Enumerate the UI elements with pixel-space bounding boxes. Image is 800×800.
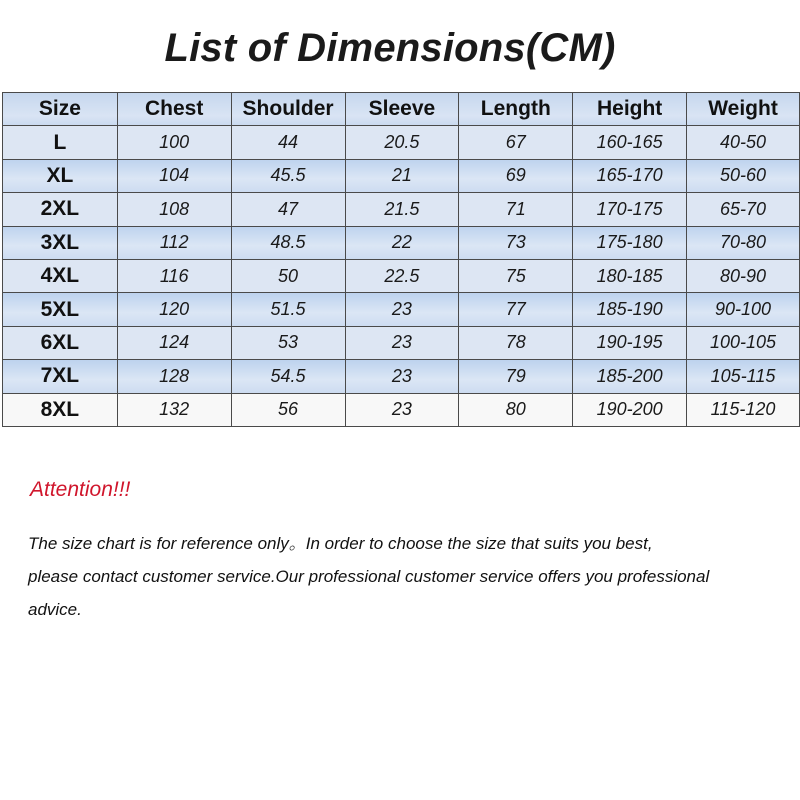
size-cell: L: [3, 126, 118, 159]
size-cell: 6XL: [3, 326, 118, 359]
size-cell: 5XL: [3, 293, 118, 326]
table-body: [3, 126, 800, 427]
measurement-cell: 50: [231, 259, 345, 292]
measurement-cell: 71: [459, 193, 573, 226]
size-cell: XL: [3, 159, 118, 192]
measurement-cell: 105-115: [687, 360, 800, 393]
measurement-cell: 80: [459, 393, 573, 426]
size-cell: 8XL: [3, 393, 118, 426]
table-header-row: [3, 93, 800, 126]
measurement-cell: 23: [345, 360, 459, 393]
measurement-cell: 44: [231, 126, 345, 159]
measurement-cell: 80-90: [687, 259, 800, 292]
measurement-cell: 75: [459, 259, 573, 292]
measurement-cell: 70-80: [687, 226, 800, 259]
size-cell: 2XL: [3, 193, 118, 226]
header-sleeve: Sleeve: [345, 93, 459, 126]
size-chart-table: [2, 92, 800, 427]
measurement-cell: 128: [117, 360, 231, 393]
measurement-cell: 51.5: [231, 293, 345, 326]
size-cell: 7XL: [3, 360, 118, 393]
table-row: [3, 393, 800, 426]
measurement-cell: 116: [117, 259, 231, 292]
measurement-cell: 48.5: [231, 226, 345, 259]
table-row: [3, 326, 800, 359]
measurement-cell: 100: [117, 126, 231, 159]
measurement-cell: 78: [459, 326, 573, 359]
notice-line: The size chart is for reference only。In order to choose the size that suits you best,: [28, 534, 653, 553]
header-weight: Weight: [687, 93, 800, 126]
measurement-cell: 170-175: [573, 193, 687, 226]
header-length: Length: [459, 93, 573, 126]
measurement-cell: 53: [231, 326, 345, 359]
measurement-cell: 175-180: [573, 226, 687, 259]
table-row: [3, 126, 800, 159]
measurement-cell: 56: [231, 393, 345, 426]
measurement-cell: 132: [117, 393, 231, 426]
table-row: [3, 159, 800, 192]
measurement-cell: 20.5: [345, 126, 459, 159]
table-row: [3, 226, 800, 259]
measurement-cell: 124: [117, 326, 231, 359]
measurement-cell: 112: [117, 226, 231, 259]
measurement-cell: 65-70: [687, 193, 800, 226]
measurement-cell: 104: [117, 159, 231, 192]
measurement-cell: 22: [345, 226, 459, 259]
measurement-cell: 23: [345, 393, 459, 426]
header-chest: Chest: [117, 93, 231, 126]
measurement-cell: 77: [459, 293, 573, 326]
table-row: [3, 293, 800, 326]
measurement-cell: 79: [459, 360, 573, 393]
table-row: [3, 259, 800, 292]
header-size: Size: [3, 93, 118, 126]
measurement-cell: 67: [459, 126, 573, 159]
size-cell: 4XL: [3, 259, 118, 292]
notice-line: advice.: [28, 600, 82, 619]
measurement-cell: 23: [345, 293, 459, 326]
header-height: Height: [573, 93, 687, 126]
measurement-cell: 47: [231, 193, 345, 226]
measurement-cell: 185-190: [573, 293, 687, 326]
header-shoulder: Shoulder: [231, 93, 345, 126]
measurement-cell: 120: [117, 293, 231, 326]
attention-heading: Attention!!!: [30, 478, 131, 501]
measurement-cell: 50-60: [687, 159, 800, 192]
measurement-cell: 100-105: [687, 326, 800, 359]
measurement-cell: 45.5: [231, 159, 345, 192]
measurement-cell: 73: [459, 226, 573, 259]
measurement-cell: 23: [345, 326, 459, 359]
table-row: [3, 360, 800, 393]
notice-line: please contact customer service.Our professional customer service offers you professional: [28, 567, 710, 586]
measurement-cell: 90-100: [687, 293, 800, 326]
measurement-cell: 108: [117, 193, 231, 226]
measurement-cell: 40-50: [687, 126, 800, 159]
measurement-cell: 115-120: [687, 393, 800, 426]
measurement-cell: 21: [345, 159, 459, 192]
measurement-cell: 21.5: [345, 193, 459, 226]
measurement-cell: 190-195: [573, 326, 687, 359]
measurement-cell: 69: [459, 159, 573, 192]
table-row: [3, 193, 800, 226]
page-title: List of Dimensions(CM): [164, 26, 616, 70]
measurement-cell: 160-165: [573, 126, 687, 159]
size-notice: [28, 527, 778, 626]
measurement-cell: 54.5: [231, 360, 345, 393]
size-cell: 3XL: [3, 226, 118, 259]
measurement-cell: 185-200: [573, 360, 687, 393]
measurement-cell: 22.5: [345, 259, 459, 292]
measurement-cell: 180-185: [573, 259, 687, 292]
measurement-cell: 165-170: [573, 159, 687, 192]
measurement-cell: 190-200: [573, 393, 687, 426]
